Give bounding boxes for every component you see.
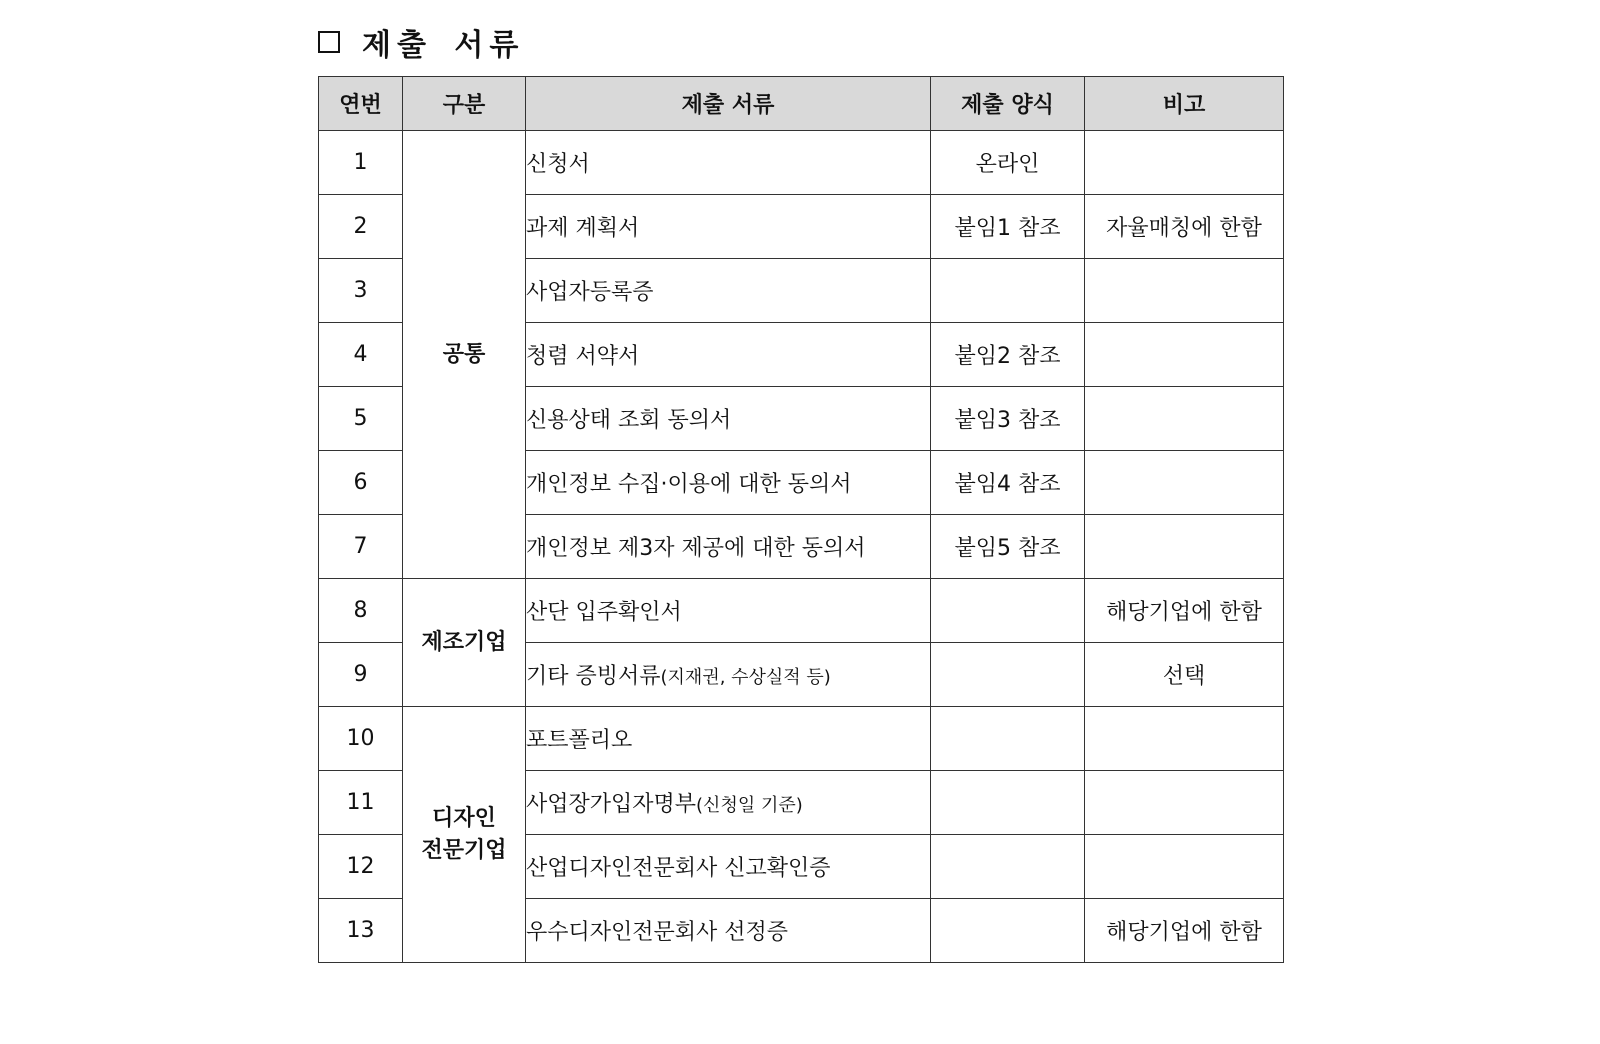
document-title: 개인정보 수집·이용에 대한 동의서 [526, 472, 852, 497]
document-form [931, 579, 1085, 643]
document-form [931, 899, 1085, 963]
table-row [319, 579, 1284, 643]
row-number: 8 [319, 579, 403, 643]
row-number: 2 [319, 195, 403, 259]
document-form [931, 771, 1085, 835]
header-form: 제출 양식 [931, 77, 1085, 131]
document-form: 붙임1 참조 [931, 195, 1085, 259]
table-row [319, 131, 1284, 195]
document-form: 붙임4 참조 [931, 451, 1085, 515]
document-name [526, 771, 931, 835]
document-name [526, 451, 931, 515]
document-title: 기타 증빙서류 [526, 664, 661, 689]
document-name [526, 835, 931, 899]
document-remark [1085, 515, 1284, 579]
row-number: 5 [319, 387, 403, 451]
document-title: 산업디자인전문회사 신고확인증 [526, 856, 831, 881]
document-remark: 선택 [1085, 643, 1284, 707]
category-common: 공통 [403, 131, 526, 579]
row-number: 11 [319, 771, 403, 835]
document-title: 과제 계획서 [526, 216, 640, 241]
document-remark [1085, 451, 1284, 515]
document-form: 온라인 [931, 131, 1085, 195]
document-form [931, 643, 1085, 707]
document-name [526, 899, 931, 963]
document-name [526, 643, 931, 707]
document-title: 포트폴리오 [526, 728, 633, 753]
document-title: 사업장가입자명부 [526, 792, 697, 817]
document-remark [1085, 323, 1284, 387]
row-number: 3 [319, 259, 403, 323]
document-form [931, 707, 1085, 771]
document-remark [1085, 835, 1284, 899]
document-form: 붙임3 참조 [931, 387, 1085, 451]
document-name [526, 387, 931, 451]
document-form [931, 835, 1085, 899]
document-form: 붙임2 참조 [931, 323, 1085, 387]
document-title: 사업자등록증 [526, 280, 654, 305]
document-title: 우수디자인전문회사 선정증 [526, 920, 789, 945]
document-title: 청렴 서약서 [526, 344, 640, 369]
row-number: 10 [319, 707, 403, 771]
document-title: 신용상태 조회 동의서 [526, 408, 732, 433]
header-no: 연번 [319, 77, 403, 131]
category-design-line2: 전문기업 [421, 837, 507, 863]
document-remark [1085, 771, 1284, 835]
row-number: 9 [319, 643, 403, 707]
section-title-text: 제출 서류 [362, 28, 525, 63]
document-remark [1085, 131, 1284, 195]
submission-documents-table [318, 76, 1284, 963]
document-remark: 해당기업에 한함 [1085, 579, 1284, 643]
document-remark: 자율매칭에 한함 [1085, 195, 1284, 259]
category-design-line1: 디자인 [432, 805, 496, 831]
row-number: 6 [319, 451, 403, 515]
document-remark [1085, 707, 1284, 771]
table-row [319, 707, 1284, 771]
header-category: 구분 [403, 77, 526, 131]
document-remark [1085, 387, 1284, 451]
checkbox-square-icon [318, 31, 340, 53]
document-title: 신청서 [526, 152, 590, 177]
document-remark [1085, 259, 1284, 323]
document-name [526, 131, 931, 195]
category-design [403, 707, 526, 963]
document-title: 산단 입주확인서 [526, 600, 682, 625]
document-name [526, 323, 931, 387]
document-name [526, 515, 931, 579]
document-name [526, 195, 931, 259]
document-remark: 해당기업에 한함 [1085, 899, 1284, 963]
document-name [526, 707, 931, 771]
document-name [526, 579, 931, 643]
category-manufacturing: 제조기업 [403, 579, 526, 707]
row-number: 7 [319, 515, 403, 579]
document-form [931, 259, 1085, 323]
row-number: 13 [319, 899, 403, 963]
header-remark: 비고 [1085, 77, 1284, 131]
row-number: 12 [319, 835, 403, 899]
document-form: 붙임5 참조 [931, 515, 1085, 579]
document-title: 개인정보 제3자 제공에 대한 동의서 [526, 536, 866, 561]
document-name [526, 259, 931, 323]
table-header-row [319, 77, 1284, 131]
section-title [318, 20, 524, 64]
document-note: (지재권, 수상실적 등) [660, 667, 831, 688]
header-document: 제출 서류 [526, 77, 931, 131]
row-number: 4 [319, 323, 403, 387]
document-note: (신청일 기준) [696, 795, 803, 816]
row-number: 1 [319, 131, 403, 195]
